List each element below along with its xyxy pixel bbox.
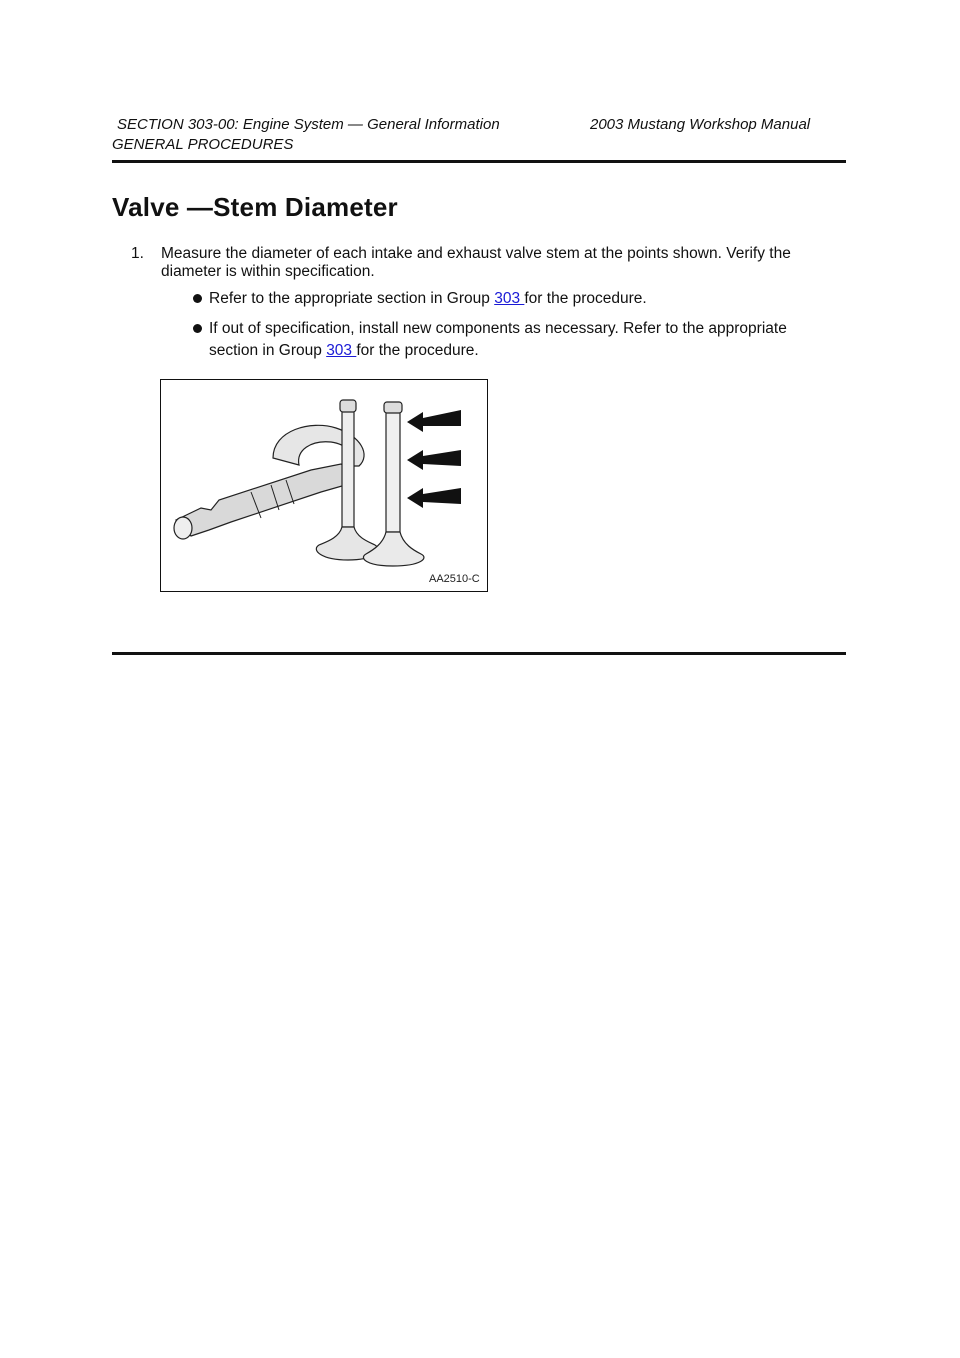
header-section-title: SECTION 303-00: Engine System — General Information xyxy=(117,116,500,133)
left-valve-stem xyxy=(342,402,354,527)
header-subsection: GENERAL PROCEDURES xyxy=(112,136,294,153)
micrometer-spindle-end xyxy=(174,517,192,539)
bullet-text-after: for the procedure. xyxy=(524,290,647,307)
bullet-dot-icon xyxy=(193,324,202,333)
header-rule xyxy=(112,160,846,163)
right-valve-tip xyxy=(384,402,402,413)
bullet-text xyxy=(209,318,829,362)
measure-point-arrow-icon xyxy=(407,450,461,470)
header-manual-title: 2003 Mustang Workshop Manual xyxy=(590,116,811,133)
bullet-text xyxy=(209,288,829,310)
figure-label: AA2510-C xyxy=(429,573,480,585)
left-valve-tip xyxy=(340,400,356,412)
group-303-link[interactable]: 303 xyxy=(494,290,525,307)
bullet-text-after: for the procedure. xyxy=(356,342,479,359)
group-303-link[interactable]: 303 xyxy=(326,342,357,359)
page-title: Valve —Stem Diameter xyxy=(112,192,398,222)
bullet-dot-icon xyxy=(193,294,202,303)
valve-drawing xyxy=(161,380,489,593)
step-number: 1. xyxy=(131,245,144,262)
valve-measurement-illustration xyxy=(160,379,488,592)
micrometer-barrel xyxy=(176,464,353,536)
right-valve-stem xyxy=(386,410,400,532)
footer-rule xyxy=(112,652,846,655)
bullet-text-before: Refer to the appropriate section in Group xyxy=(209,290,495,307)
step-text: Measure the diameter of each intake and exhaust valve stem at the points shown. Verify the diameter is within specification. xyxy=(161,245,791,280)
measure-point-arrow-icon xyxy=(407,410,461,432)
bullet-text-before: If out of specification, install new components as necessary. Refer to the appropriate section in Group xyxy=(209,320,787,359)
measure-point-arrow-icon xyxy=(407,488,461,508)
